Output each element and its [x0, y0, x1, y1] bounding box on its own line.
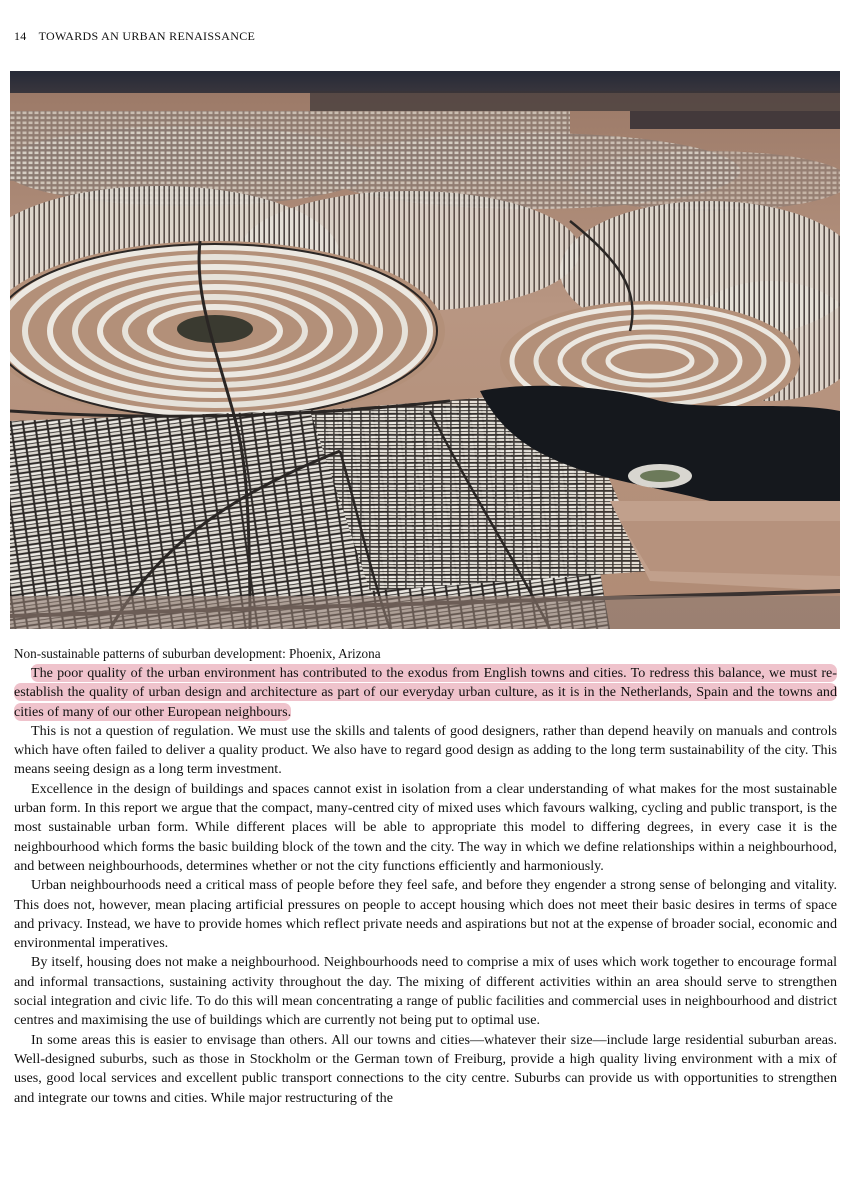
paragraph: Excellence in the design of buildings and spaces cannot exist in isolation from a clear understanding of what makes for the most sustainable urban form. In this report we argue that the compact, many-centred city of mixed uses which favours walking, cycling and public transport, is the most sustainable urban form. While different places will be able to appropriate this model to differing degrees, in every case it is the neighbourhood which forms the basic building block of the town and the city. The way in which we define relationships within a neighbourhood, and between neighbourhoods, determines whether or not the city functions efficiently and harmoniously. — [14, 780, 837, 874]
body-text — [14, 664, 837, 1108]
paragraph — [14, 664, 837, 722]
running-title: TOWARDS AN URBAN RENAISSANCE — [38, 29, 256, 43]
figure-caption: Non-sustainable patterns of suburban development: Phoenix, Arizona — [14, 646, 381, 661]
paragraph: Urban neighbourhoods need a critical mass of people before they feel safe, and before they engender a strong sense of belonging and vitality. This does not, however, mean placing artificial pressures on people to accept housing which does not meet their basic desires in terms of space and privacy. Instead, we have to provide homes which reflect private needs and aspirations but not at the expense of broader social, economic and environmental imperatives. — [14, 877, 837, 952]
paragraph: This is not a question of regulation. We must use the skills and talents of good designers, rather than depend heavily on manuals and controls which have often failed to deliver a quality product. We also have to regard good design as adding to the long term sustainability of the city. This means seeing design as a long term investment. — [14, 722, 837, 778]
aerial-photo — [10, 71, 840, 629]
page-number: 14 — [14, 29, 27, 43]
paragraph: In some areas this is easier to envisage than others. All our towns and cities—whatever their size—include large residential suburban areas. Well-designed suburbs, such as those in Stockholm or the German town of Freiburg, provide a high quality living environment with a mix of uses, good local services and excellent public transport connections to the city centre. Suburbs can provide us with opportunities to strengthen and integrate our towns and cities. While major restructuring of the — [14, 1031, 837, 1106]
running-head — [14, 29, 255, 44]
highlighted-passage: The poor quality of the urban environment has contributed to the exodus from English towns and cities. To redress this balance, we must re-establish the quality of urban design and architecture as part of our everyday urban culture, as it is in the Netherlands, Spain and the towns and cities of many of our other European neighbours. — [14, 665, 837, 720]
paragraph: By itself, housing does not make a neighbourhood. Neighbourhoods need to comprise a mix of uses which work together to encourage formal and informal transactions, sustaining activity throughout the day. The mixing of different activities within an area should serve to strengthen social integration and civic life. To do this will mean concentrating a range of public facilities and commercial uses in neighbourhood and district centres and maximising the use of buildings which are currently not being put to optimal use. — [14, 954, 837, 1029]
